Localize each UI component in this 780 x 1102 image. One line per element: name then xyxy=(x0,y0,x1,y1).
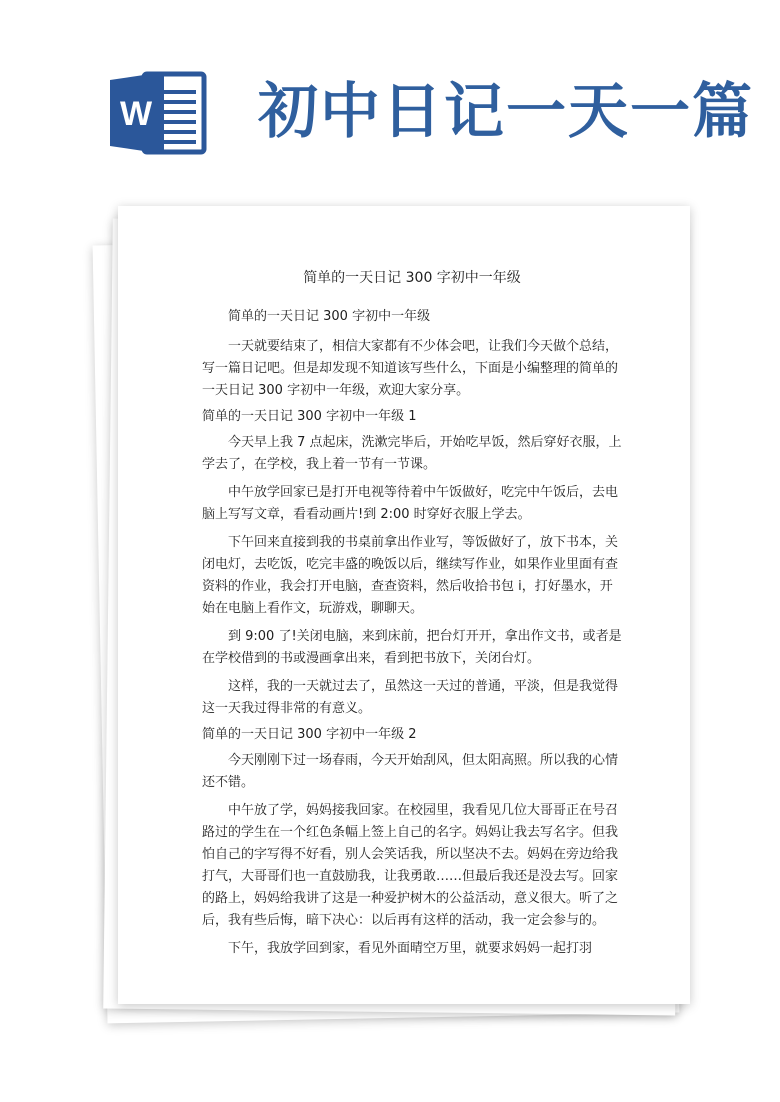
section1-paragraph: 下午回来直接到我的书桌前拿出作业写，等饭做好了，放下书本，关闭电灯，去吃饭，吃完丰盛的晚饭以后，继续写作业，如果作业里面有查资料的作业，我会打开电脑，查查资料，然后收拾书包 i，打好墨水，开始在电脑上看作文，玩游戏，聊聊天。 xyxy=(202,535,619,616)
banner-title: 初中日记一天一篇 xyxy=(258,77,754,147)
section-heading-1: 简单的一天日记 300 字初中一年级 1 xyxy=(202,409,417,424)
word-document-icon xyxy=(110,70,208,156)
banner xyxy=(0,0,780,190)
section1-paragraph: 到 9:00 了!关闭电脑，来到床前，把台灯开开，拿出作文书，或者是在学校借到的书或漫画拿出来，看到把书放下，关闭台灯。 xyxy=(202,629,622,666)
document-body xyxy=(202,268,622,966)
section1-paragraph: 今天早上我 7 点起床，洗漱完毕后，开始吃早饭，然后穿好衣服，上学去了，在学校，我上着一节有一节课。 xyxy=(202,435,622,472)
section-heading-2: 简单的一天日记 300 字初中一年级 2 xyxy=(202,727,417,742)
section2-paragraph: 下午，我放学回到家，看见外面晴空万里，就要求妈妈一起打羽 xyxy=(228,941,593,956)
word-icon-letter: W xyxy=(119,95,153,133)
document-subtitle: 简单的一天日记 300 字初中一年级 xyxy=(228,309,431,324)
intro-paragraph: 一天就要结束了，相信大家都有不少体会吧，让我们今天做个总结，写一篇日记吧。但是却发现不知道该写些什么，下面是小编整理的简单的一天日记 300 字初中一年级，欢迎大家分享。 xyxy=(202,339,619,398)
section2-paragraph: 中午放了学，妈妈接我回家。在校园里，我看见几位大哥哥正在号召路过的学生在一个红色条幅上签上自己的名字。妈妈让我去写名字。但我怕自己的字写得不好看，别人会笑话我，所以坚决不去。妈妈在旁边给我打气，大哥哥们也一直鼓励我，让我勇敢……但最后我还是没去写。回家的路上，妈妈给我讲了这是一种爱护树木的公益活动，意义很大。听了之后，我有些后悔，暗下决心：以后再有这样的活动，我一定会参与的。 xyxy=(202,803,619,928)
section1-paragraph: 中午放学回家已是打开电视等待着中午饭做好，吃完中午饭后，去电脑上写写文章，看看动画片!到 2:00 时穿好衣服上学去。 xyxy=(202,485,619,522)
section1-paragraph: 这样，我的一天就过去了，虽然这一天过的普通，平淡，但是我觉得这一天我过得非常的有意义。 xyxy=(202,679,619,716)
document-title: 简单的一天日记 300 字初中一年级 xyxy=(303,270,521,286)
section2-paragraph: 今天刚刚下过一场春雨，今天开始刮风，但太阳高照。所以我的心情还不错。 xyxy=(202,753,619,790)
